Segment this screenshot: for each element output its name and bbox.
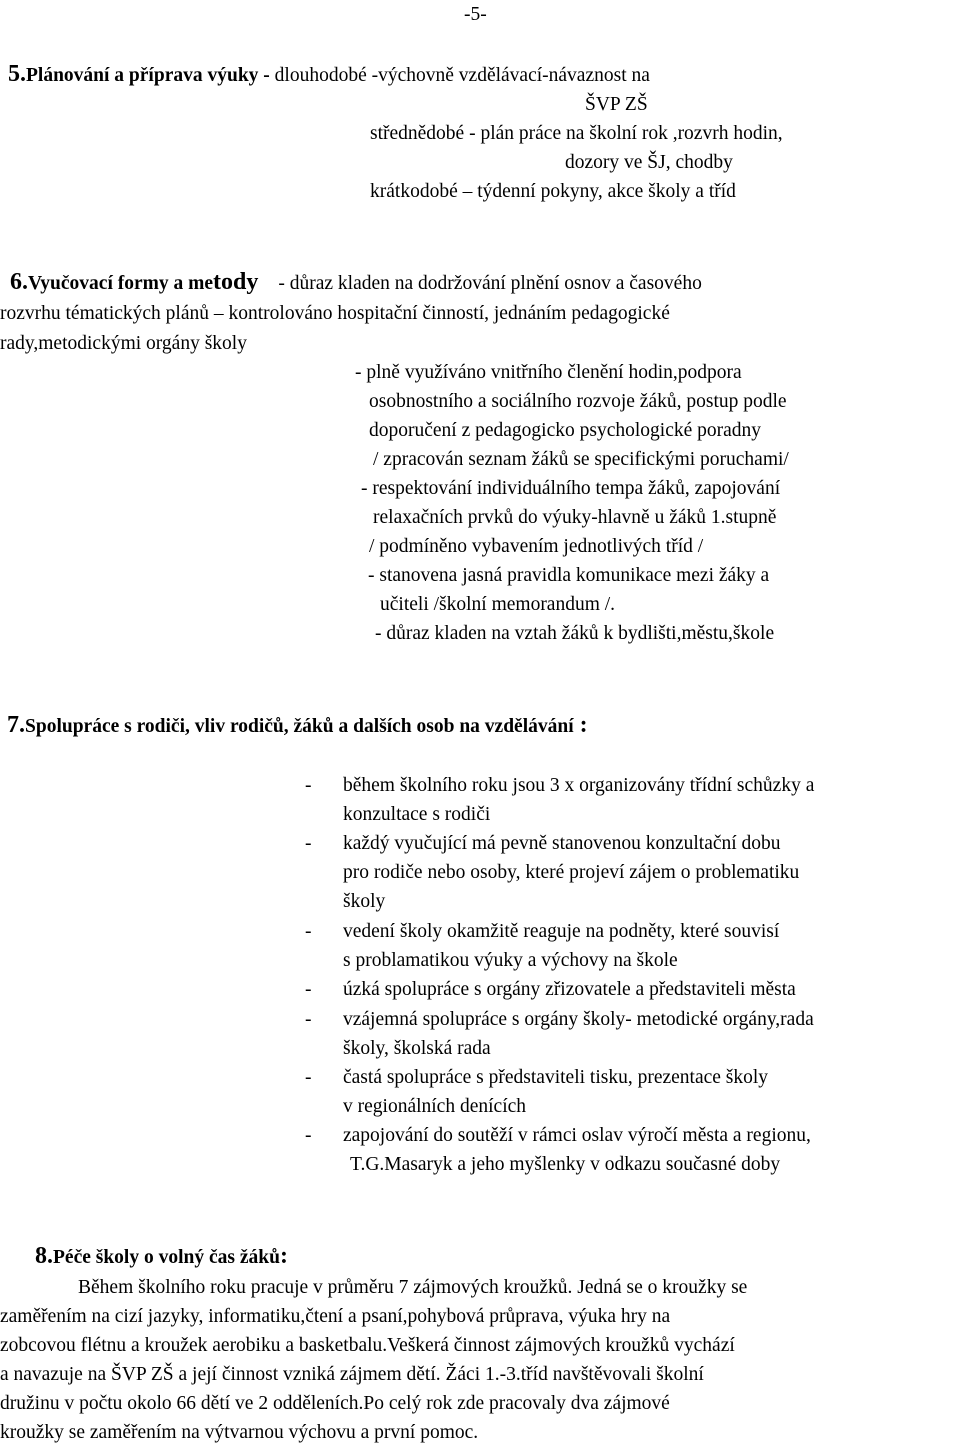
section-8-title: Péče školy o volný čas žáků <box>53 1247 280 1268</box>
section-6-heading <box>10 270 702 296</box>
section-6-line: rady,metodickými orgány školy <box>0 333 247 354</box>
list-dash: - <box>305 979 312 1000</box>
list-item-line: v regionálních denících <box>343 1096 527 1117</box>
list-dash: - <box>305 833 312 854</box>
section-6-line: relaxačních prvků do výuky-hlavně u žáků 1.stupně <box>373 507 777 528</box>
section-6-title: Vyučovací formy a me <box>28 273 214 294</box>
section-8-line: kroužky se zaměřením na výtvarnou výchovu a první pomoc. <box>0 1422 479 1443</box>
list-item-line: T.G.Masaryk a jeho myšlenky v odkazu současné doby <box>350 1154 781 1175</box>
list-item-line: konzultace s rodiči <box>343 804 491 825</box>
section-7-title: Spolupráce s rodiči, vliv rodičů, žáků a dalších osob na vzdělávání <box>25 716 574 737</box>
section-5-title: Plánování a příprava výuky <box>26 65 259 86</box>
section-8-line: zobcovou flétnu a kroužek aerobiku a basketbalu.Veškerá činnost zájmových kroužků vychází <box>0 1335 735 1356</box>
page-number: -5- <box>464 4 487 25</box>
list-item-line: školy <box>343 891 386 912</box>
list-item-line: vedení školy okamžitě reaguje na podněty, které souvisí <box>343 921 780 942</box>
section-6-line: - plně využíváno vnitřního členění hodin,podpora <box>355 362 742 383</box>
section-7-number: 7. <box>7 712 25 738</box>
section-6-line: - důraz kladen na vztah žáků k bydlišti,městu,škole <box>375 623 775 644</box>
list-item-line: pro rodiče nebo osoby, které projeví zájem o problematiku <box>343 862 800 883</box>
list-item-line: častá spolupráce s představiteli tisku, prezentace školy <box>343 1067 769 1088</box>
section-8-colon: : <box>279 1243 288 1269</box>
section-7-heading <box>7 713 588 739</box>
section-8-line: družinu v počtu okolo 66 dětí ve 2 odděleních.Po celý rok zde pracovaly dva zájmové <box>0 1393 670 1414</box>
section-5-line: dozory ve ŠJ, chodby <box>565 152 733 173</box>
section-5-line: ŠVP ZŠ <box>585 94 648 115</box>
section-5-line: krátkodobé – týdenní pokyny, akce školy a tříd <box>370 181 736 202</box>
list-dash: - <box>305 1125 312 1146</box>
section-8-heading <box>35 1244 288 1270</box>
list-dash: - <box>305 775 312 796</box>
section-8-line: Během školního roku pracuje v průměru 7 zájmových kroužků. Jedná se o kroužky se <box>78 1277 748 1298</box>
list-item-line: úzká spolupráce s orgány zřizovatele a představiteli města <box>343 979 796 1000</box>
section-6-line: - respektování individuálního tempa žáků, zapojování <box>361 478 781 499</box>
section-6-line: / podmíněno vybavením jednotlivých tříd / <box>369 536 704 557</box>
section-6-line: rozvrhu tématických plánů – kontrolováno hospitační činností, jednáním pedagogické <box>0 303 670 324</box>
section-5-number: 5. <box>8 61 26 87</box>
section-5-separator: - <box>258 65 275 86</box>
section-7-colon: : <box>573 712 588 738</box>
list-dash: - <box>305 921 312 942</box>
section-6-line: osobnostního a sociálního rozvoje žáků, postup podle <box>369 391 787 412</box>
list-dash: - <box>305 1009 312 1030</box>
list-item-line: zapojování do soutěží v rámci oslav výročí města a regionu, <box>343 1125 811 1146</box>
section-6-line: / zpracován seznam žáků se specifickými poruchami/ <box>373 449 789 470</box>
section-6-line: - stanovena jasná pravidla komunikace mezi žáky a <box>368 565 770 586</box>
section-8-line: a navazuje na ŠVP ZŠ a její činnost vzniká zájmem dětí. Žáci 1.-3.tříd navštěvovali školní <box>0 1364 704 1385</box>
list-item-line: vzájemná spolupráce s orgány školy- metodické orgány,rada <box>343 1009 814 1030</box>
list-item-line: školy, školská rada <box>343 1038 491 1059</box>
list-dash: - <box>305 1067 312 1088</box>
section-6-line: - důraz kladen na dodržování plnění osnov a časového <box>278 273 702 294</box>
section-6-line: doporučení z pedagogicko psychologické poradny <box>369 420 762 441</box>
section-8-number: 8. <box>35 1243 53 1269</box>
list-item-line: každý vyučující má pevně stanovenou konzultační dobu <box>343 833 781 854</box>
list-item-line: během školního roku jsou 3 x organizovány třídní schůzky a <box>343 775 815 796</box>
section-6-line: učiteli /školní memorandum /. <box>380 594 616 615</box>
section-6-number: 6. <box>10 269 28 295</box>
section-8-line: zaměřením na cizí jazyky, informatiku,čtení a psaní,pohybová průprava, výuka hry na <box>0 1306 671 1327</box>
section-5-line: střednědobé - plán práce na školní rok ,rozvrh hodin, <box>370 123 783 144</box>
list-item-line: s problamatikou výuky a výchovy na škole <box>343 950 678 971</box>
section-5-heading <box>8 62 650 88</box>
section-5-line: dlouhodobé -výchovně vzdělávací-návaznost na <box>274 65 650 86</box>
section-6-title-end: tody <box>213 269 259 295</box>
